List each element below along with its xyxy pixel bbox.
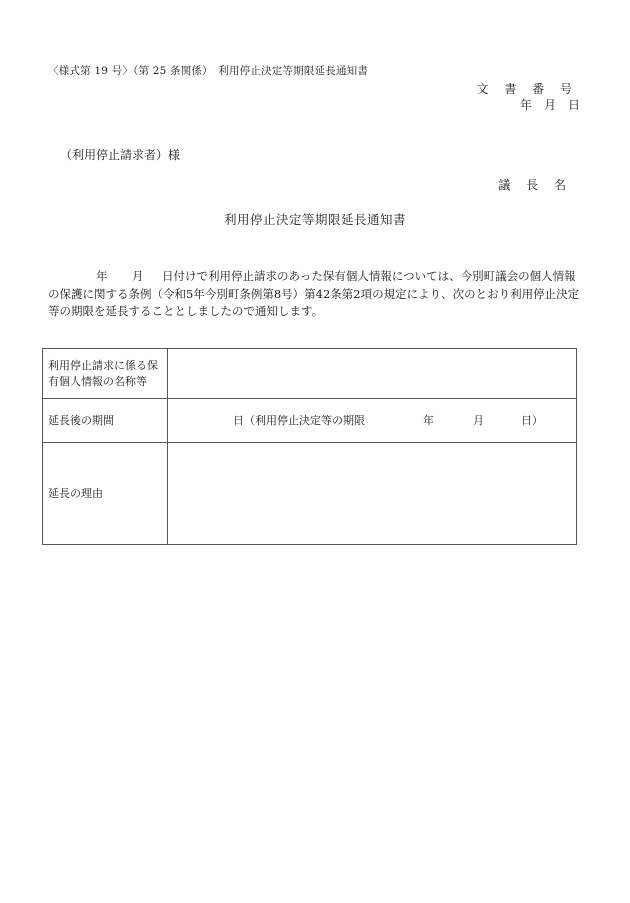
extension-reason-value: [168, 443, 577, 545]
extension-details-table: [42, 348, 577, 545]
body-date-prefix: [48, 269, 162, 283]
period-day-end: 日）: [521, 413, 543, 427]
table-row-extended-period: [43, 399, 577, 443]
period-day: 日（利用停止決定等の期限: [233, 413, 365, 427]
table-row-extension-reason: [43, 443, 577, 545]
form-number-label: 〈様式第 19 号〉（第 25 条関係） 利用停止決定等期限延長通知書: [48, 65, 369, 77]
body-text: 日付けで利用停止請求のあった保有個人情報については、今別町議会の個人情報の保護に関する条例（令和5年今別町条例第8号）第42条第2項の規定により、次のとおり利用停止決定等の期限を延長することとしましたので通知します。: [48, 269, 580, 318]
body-month: 月: [132, 269, 144, 283]
document-date-label: 年 月 日: [519, 98, 580, 112]
period-year: 年: [423, 413, 434, 427]
extended-period-label: 延長後の期間: [43, 399, 168, 443]
body-year: 年: [96, 269, 108, 283]
table-row-info-name: [43, 349, 577, 399]
document-number-label: 文 書 番 号: [476, 82, 578, 96]
document-title: 利用停止決定等期限延長通知書: [223, 212, 406, 227]
info-name-label: 利用停止請求に係る保有個人情報の名称等: [43, 349, 168, 399]
recipient-name: （利用停止請求者）様: [60, 148, 181, 162]
extension-reason-label: 延長の理由: [43, 443, 168, 545]
info-name-value: [168, 349, 577, 399]
extended-period-value: [168, 399, 577, 443]
period-month: 月: [473, 413, 484, 427]
notice-body: [48, 268, 580, 321]
chairman-name: 議 長 名: [498, 178, 572, 192]
